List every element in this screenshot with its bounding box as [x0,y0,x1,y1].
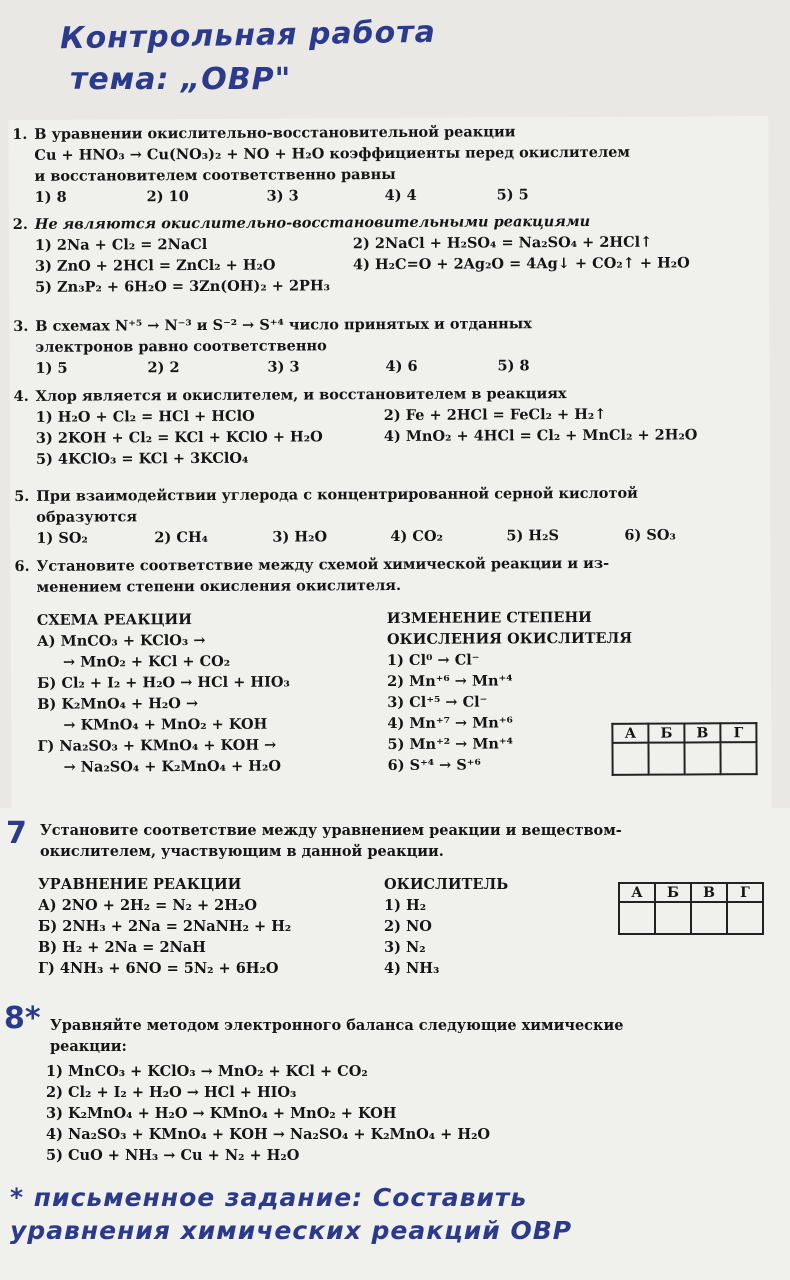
question-7 [40,820,622,862]
handwritten-title: Контрольная работа [59,14,437,57]
answer-option: 6) SO₃ [624,526,676,544]
oxidizer-item: 4) NH₃ [384,960,440,977]
handwritten-question-number: 8* [4,1001,41,1036]
question-number: 1. [12,125,28,143]
question-number: 3. [13,317,29,335]
question-text: и восстановителем соответственно равны [34,165,396,185]
question-text: реакции: [50,1038,127,1055]
grid-header: А [619,883,655,902]
grid-header: Б [648,723,684,742]
scheme-item: Г) Na₂SO₃ + KMnO₄ + KOH → [37,736,277,755]
question-8 [50,1015,623,1057]
q6-oxidation-column [387,607,633,776]
worksheet-part-1 [8,116,772,812]
question-2 [13,210,690,298]
answer-option: 1) SO₂ [36,529,88,547]
question-number: 6. [14,557,30,575]
oxidation-item: 3) Cl⁺⁵ → Cl⁻ [387,693,488,712]
answer-grid-q7 [618,882,764,935]
answer-option: 2) CH₄ [154,528,209,547]
question-text: менением степени окисления окислителя. [36,576,402,596]
question-3 [13,313,532,379]
question-number: 4. [13,387,29,405]
equation-item: А) 2NO + 2H₂ = N₂ + 2H₂O [38,897,257,914]
grid-header: Г [720,723,756,742]
question-text: Установите соответствие между уравнением реакции и веществом- [40,822,622,839]
grid-header: А [612,724,648,743]
reaction-item: 5) CuO + NH₃ → Cu + N₂ + H₂O [46,1147,300,1164]
oxidation-item: 1) Cl⁰ → Cl⁻ [386,651,480,670]
answer-cell[interactable] [727,902,763,934]
q6-schemes-column [37,609,291,778]
answer-option: 1) H₂O + Cl₂ = HCl + HClO [35,407,255,426]
answer-option: 1) 2Na + Cl₂ = 2NaCl [34,235,208,254]
equation-item: Г) 4NH₃ + 6NO = 5N₂ + 6H₂O [38,960,279,977]
grid-header: Б [655,883,691,902]
answer-option: 4) CO₂ [390,527,443,545]
oxidation-item: 5) Mn⁺² → Mn⁺⁴ [387,735,513,754]
question-text: Хлор является и окислителем, и восстановителем в реакциях [35,385,567,405]
column-heading: ИЗМЕНЕНИЕ СТЕПЕНИ [386,608,592,628]
scheme-item: Б) Cl₂ + I₂ + H₂O → HCl + HIO₃ [37,673,290,692]
question-text: Уравняйте методом электронного баланса следующие химические [50,1017,624,1034]
scheme-item: → Na₂SO₄ + K₂MnO₄ + H₂O [63,757,281,776]
answer-cell[interactable] [612,743,648,775]
answer-option: 1) 8 [34,188,67,206]
answer-option: 4) 6 [385,357,418,376]
handwritten-question-number: 7 [6,816,27,851]
q7-equations-column [38,874,291,979]
question-text: Установите соответствие между схемой химической реакции и из- [36,554,610,575]
column-heading: ОКИСЛЕНИЯ ОКИСЛИТЕЛЯ [386,629,633,649]
oxidizer-item: 1) H₂ [384,897,427,914]
oxidizer-item: 3) N₂ [384,939,426,956]
question-text: Не являются окислительно-восстановительными реакциями [34,212,591,233]
reaction-item: 1) MnCO₃ + KClO₃ → MnO₂ + KCl + CO₂ [46,1063,368,1080]
answer-option: 3) H₂O [272,528,328,546]
answer-cell[interactable] [655,902,691,934]
scheme-item: А) MnCO₃ + KClO₃ → [36,631,206,650]
answer-option: 3) 3 [267,358,300,376]
question-text: В уравнении окислительно-восстановительной реакции [34,123,516,143]
answer-option: 5) 5 [496,186,529,204]
answer-option: 5) Zn₃P₂ + 6H₂O = 3Zn(OH)₂ + 2PH₃ [35,277,331,296]
answer-option: 5) 8 [497,357,530,375]
column-heading: СХЕМА РЕАКЦИИ [36,611,192,629]
question-number: 2. [12,215,28,233]
reaction-item: 4) Na₂SO₃ + KMnO₄ + KOH → Na₂SO₄ + K₂MnO₄ + H₂O [46,1126,491,1143]
column-heading: ОКИСЛИТЕЛЬ [384,876,509,893]
question-text: окислителем, участвующим в данной реакции. [40,843,444,860]
answer-cell[interactable] [648,742,684,774]
q7-oxidizer-column [384,874,508,979]
grid-header: Г [727,883,763,902]
answer-option: 3) ZnO + 2HCl = ZnCl₂ + H₂O [34,256,276,275]
answer-option: 2) 2NaCl + H₂SO₄ = Na₂SO₄ + 2HCl↑ [352,233,653,253]
answer-option: 3) 3 [266,187,299,205]
oxidation-item: 2) Mn⁺⁶ → Mn⁺⁴ [387,672,513,691]
answer-cell[interactable] [691,902,727,934]
scheme-item: → MnO₂ + KCl + CO₂ [62,652,231,671]
oxidation-item: 4) Mn⁺⁷ → Mn⁺⁶ [387,714,513,733]
answer-option: 4) 4 [384,186,417,205]
question-text: Cu + HNO₃ → Cu(NO₃)₂ + NO + H₂O коэффициенты перед окислителем [34,143,631,164]
answer-cell[interactable] [720,742,756,774]
answer-option: 4) MnO₂ + 4HCl = Cl₂ + MnCl₂ + 2H₂O [383,426,698,446]
answer-option: 1) 5 [35,359,68,377]
equation-item: В) H₂ + 2Na = 2NaH [38,939,206,956]
grid-header: В [684,723,720,742]
answer-option: 3) 2KOH + Cl₂ = KCl + KClO + H₂O [35,428,323,447]
answer-cell[interactable] [619,902,655,934]
column-heading: УРАВНЕНИЕ РЕАКЦИИ [38,876,242,893]
answer-grid-q6 [611,722,757,776]
reaction-item: 2) Cl₂ + I₂ + H₂O → HCl + HIO₃ [46,1084,297,1101]
question-6 [14,553,609,598]
question-number: 5. [14,487,30,505]
equation-item: Б) 2NH₃ + 2Na = 2NaNH₂ + H₂ [38,918,292,935]
worksheet-part-3 [0,997,790,1280]
answer-option: 2) 2 [147,359,180,377]
answer-option: 4) H₂C=O + 2Ag₂O = 4Ag↓ + CO₂↑ + H₂O [352,254,690,274]
answer-option: 2) 10 [146,188,189,206]
note-line: * письменное задание: Составить [10,1183,528,1212]
worksheet-part-2 [0,808,790,998]
note-line: уравнения химических реакций ОВР [10,1216,573,1245]
oxidizer-item: 2) NO [384,918,432,935]
question-text: В схемах N⁺⁵ → N⁻³ и S⁻² → S⁺⁴ число принятых и отданных [35,315,532,335]
oxidation-item: 6) S⁺⁴ → S⁺⁶ [387,756,481,775]
question-text: электронов равно соответственно [35,337,327,356]
handwritten-note [10,1181,572,1247]
question-text: образуются [36,508,138,526]
answer-option: 5) H₂S [506,527,559,545]
scheme-item: В) K₂MnO₄ + H₂O → [37,695,199,713]
answer-cell[interactable] [684,742,720,774]
answer-option: 5) 4KClO₃ = KCl + 3KClO₄ [35,449,249,468]
grid-header: В [691,883,727,902]
handwritten-topic: тема: „ОВР" [70,62,292,97]
question-1 [12,121,630,208]
question-text: При взаимодействии углерода с концентрированной серной кислотой [36,484,638,505]
q8-reaction-list [46,1061,490,1166]
answer-option: 2) Fe + 2HCl = FeCl₂ + H₂↑ [383,405,607,425]
question-5 [14,483,676,549]
scheme-item: → KMnO₄ + MnO₂ + KOH [63,715,268,734]
question-4 [14,382,698,470]
reaction-item: 3) K₂MnO₄ + H₂O → KMnO₄ + MnO₂ + KOH [46,1105,397,1122]
